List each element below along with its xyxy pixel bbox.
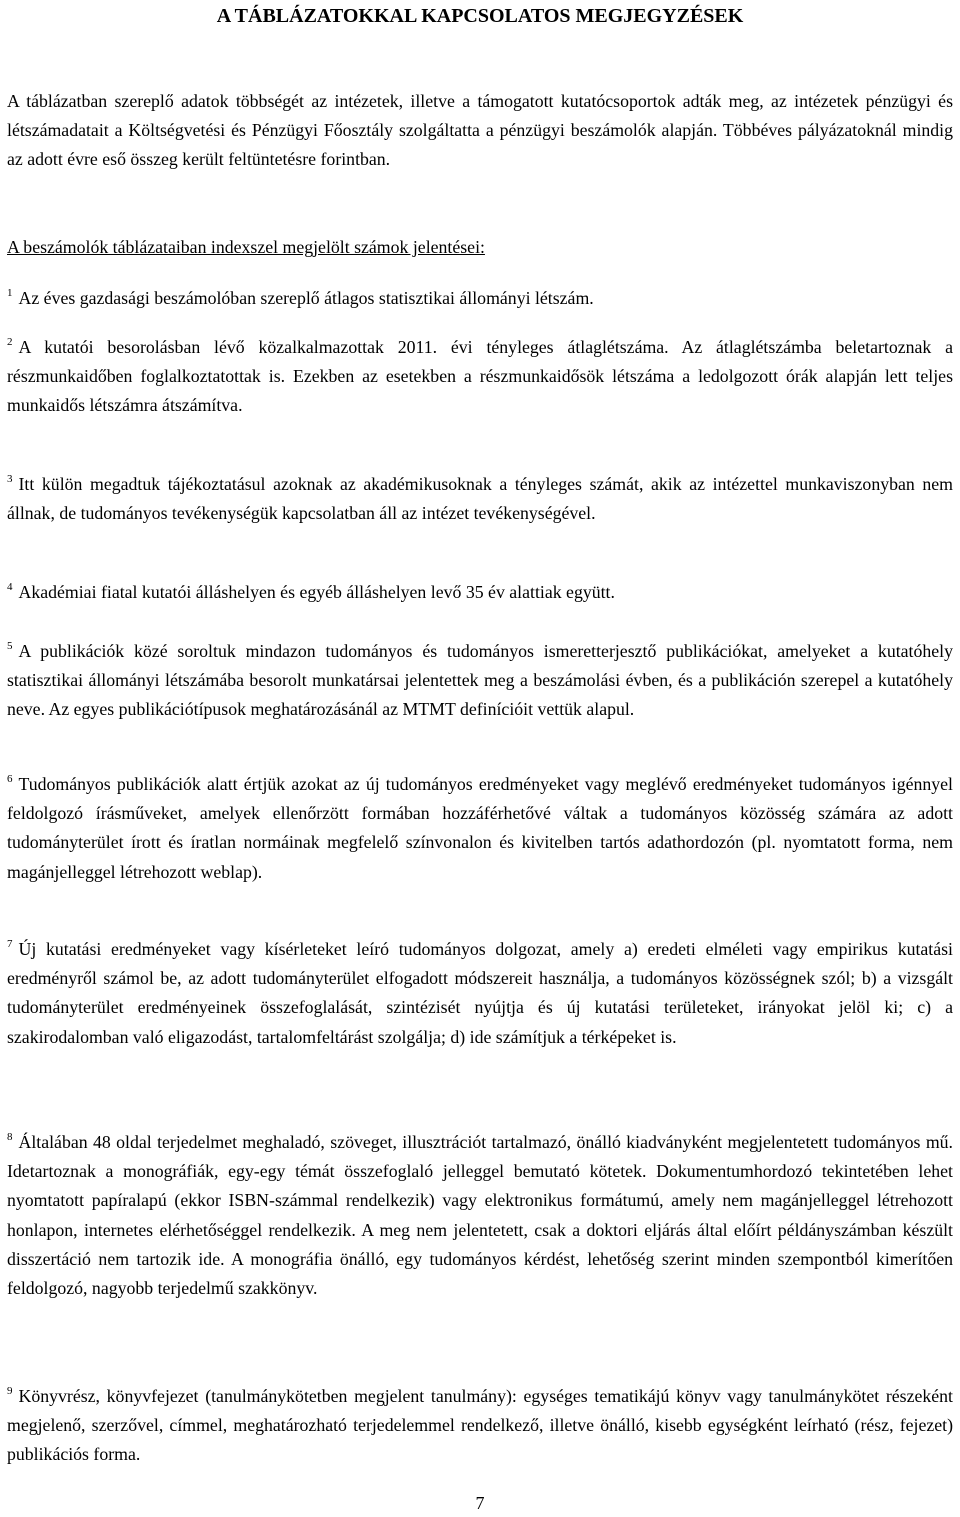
page-number: 7	[475, 1493, 485, 1513]
note-2	[7, 333, 953, 421]
note-4-text: Akadémiai fiatal kutatói álláshelyen és egyéb álláshelyen levő 35 év alattiak együtt.	[18, 582, 615, 602]
note-9-index: 9	[7, 1385, 13, 1397]
note-8-index: 8	[7, 1131, 13, 1143]
note-7-index: 7	[7, 938, 13, 950]
note-5	[7, 637, 953, 725]
note-2-text: A kutatói besorolásban lévő közalkalmazottak 2011. évi tényleges átlaglétszáma. Az átlaglétszámba beletartoznak a részmunkaidőben foglalkoztatottak is. Ezekben az esetekben a részmunkaidősök létszáma a ledolgozott órák alapján lett teljes munkaidős létszámra átszámítva.	[7, 337, 953, 416]
note-1-text: Az éves gazdasági beszámolóban szereplő átlagos statisztikai állományi létszám.	[18, 288, 594, 308]
note-9-text: Könyvrész, könyvfejezet (tanulmánykötetben megjelent tanulmány): egységes tematikájú könyv vagy tanulmánykötet részeként megjelenő, szerzővel, címmel, meghatározható terjedelemmel rendelkező, illetve önálló, kisebb egységként leírható (rész, fejezet) publikációs forma.	[7, 1386, 953, 1465]
note-1-index: 1	[7, 287, 13, 299]
note-8	[7, 1128, 953, 1303]
note-1	[7, 284, 953, 313]
note-2-index: 2	[7, 336, 13, 348]
note-5-index: 5	[7, 640, 13, 652]
note-6	[7, 770, 953, 887]
note-6-text: Tudományos publikációk alatt értjük azokat az új tudományos eredményeket vagy meglévő eredményeket tudományos igénnyel feldolgozó írásműveket, amelyek ellenőrzött formában hozzáférhetővé váltak a tudományos közösség számára az adott tudományterület írott és íratlan normáinak megfelelő színvonalon és kivitelben tartós adathordozón (pl. nyomtatott forma, nem magánjelleggel létrehozott weblap).	[7, 774, 953, 882]
note-4	[7, 578, 953, 607]
note-5-text: A publikációk közé soroltuk mindazon tudományos és tudományos ismeretterjesztő publikációkat, amelyeket a kutatóhely statisztikai állományi létszámába besorolt munkatársai jelentettek meg a beszámolási évben, és a publikáción szerepel a kutatóhely neve. Az egyes publikációtípusok meghatározásánál az MTMT definícióit vettük alapul.	[7, 641, 953, 720]
note-3-text: Itt külön megadtuk tájékoztatásul azoknak az akadémikusoknak a tényleges számát, akik az intézettel munkaviszonyban nem állnak, de tudományos tevékenységük kapcsolatban áll az intézet tevékenységével.	[7, 474, 953, 524]
index-title-text: A beszámolók táblázataiban indexszel megjelölt számok jelentései:	[7, 237, 485, 257]
page-heading: A TÁBLÁZATOKKAL KAPCSOLATOS MEGJEGYZÉSEK	[216, 5, 744, 27]
note-9	[7, 1382, 953, 1470]
note-7-text: Új kutatási eredményeket vagy kísérleteket leíró tudományos dolgozat, amely a) eredeti elméleti vagy empirikus kutatási eredményről számol be, az adott tudományterület elfogadott módszereit használja, a tudományos közösségnek szól; b) a vizsgált tudományterület eredményeinek összefoglalását, szintézisét nyújtja és új kutatási területeket, irányokat jelöl ki; c) a szakirodalomban való eligazodást, tartalomfeltárást szolgálja; d) ide számítjuk a térképeket is.	[7, 939, 953, 1047]
intro-paragraph: A táblázatban szereplő adatok többségét az intézetek, illetve a támogatott kutatócsoportok adták meg, az intézetek pénzügyi és létszámadatait a Költségvetési és Pénzügyi Főosztály szolgáltatta a pénzügyi beszámolók alapján. Többéves pályázatoknál mindig az adott évre eső összeg került feltüntetésre forintban.	[7, 91, 953, 170]
index-section-title	[7, 233, 953, 262]
note-8-text: Általában 48 oldal terjedelmet meghaladó, szöveget, illusztrációt tartalmazó, önálló kiadványként megjelentetett tudományos mű. Idetartoznak a monográfiák, egy-egy témát összefoglaló jelleggel bemutató kötetek. Dokumentumhordozó tekintetében lehet nyomtatott papíralapú (ekkor ISBN-számmal rendelkezik) vagy elektronikus formátumú, amely nem magánjelleggel létrehozott honlapon, internetes elérhetőséggel rendelkezik. A meg nem jelentetett, csak a doktori eljárás által előírt példányszámban készült disszertáció nem tartozik ide. A monográfia önálló, egy tudományos kérdést, lehetőség szerint minden szempontból kimerítően feldolgozó, nagyobb terjedelmű szakkönyv.	[7, 1132, 953, 1299]
note-3	[7, 470, 953, 528]
note-3-index: 3	[7, 473, 13, 485]
note-7	[7, 935, 953, 1052]
note-6-index: 6	[7, 773, 13, 785]
note-4-index: 4	[7, 581, 13, 593]
